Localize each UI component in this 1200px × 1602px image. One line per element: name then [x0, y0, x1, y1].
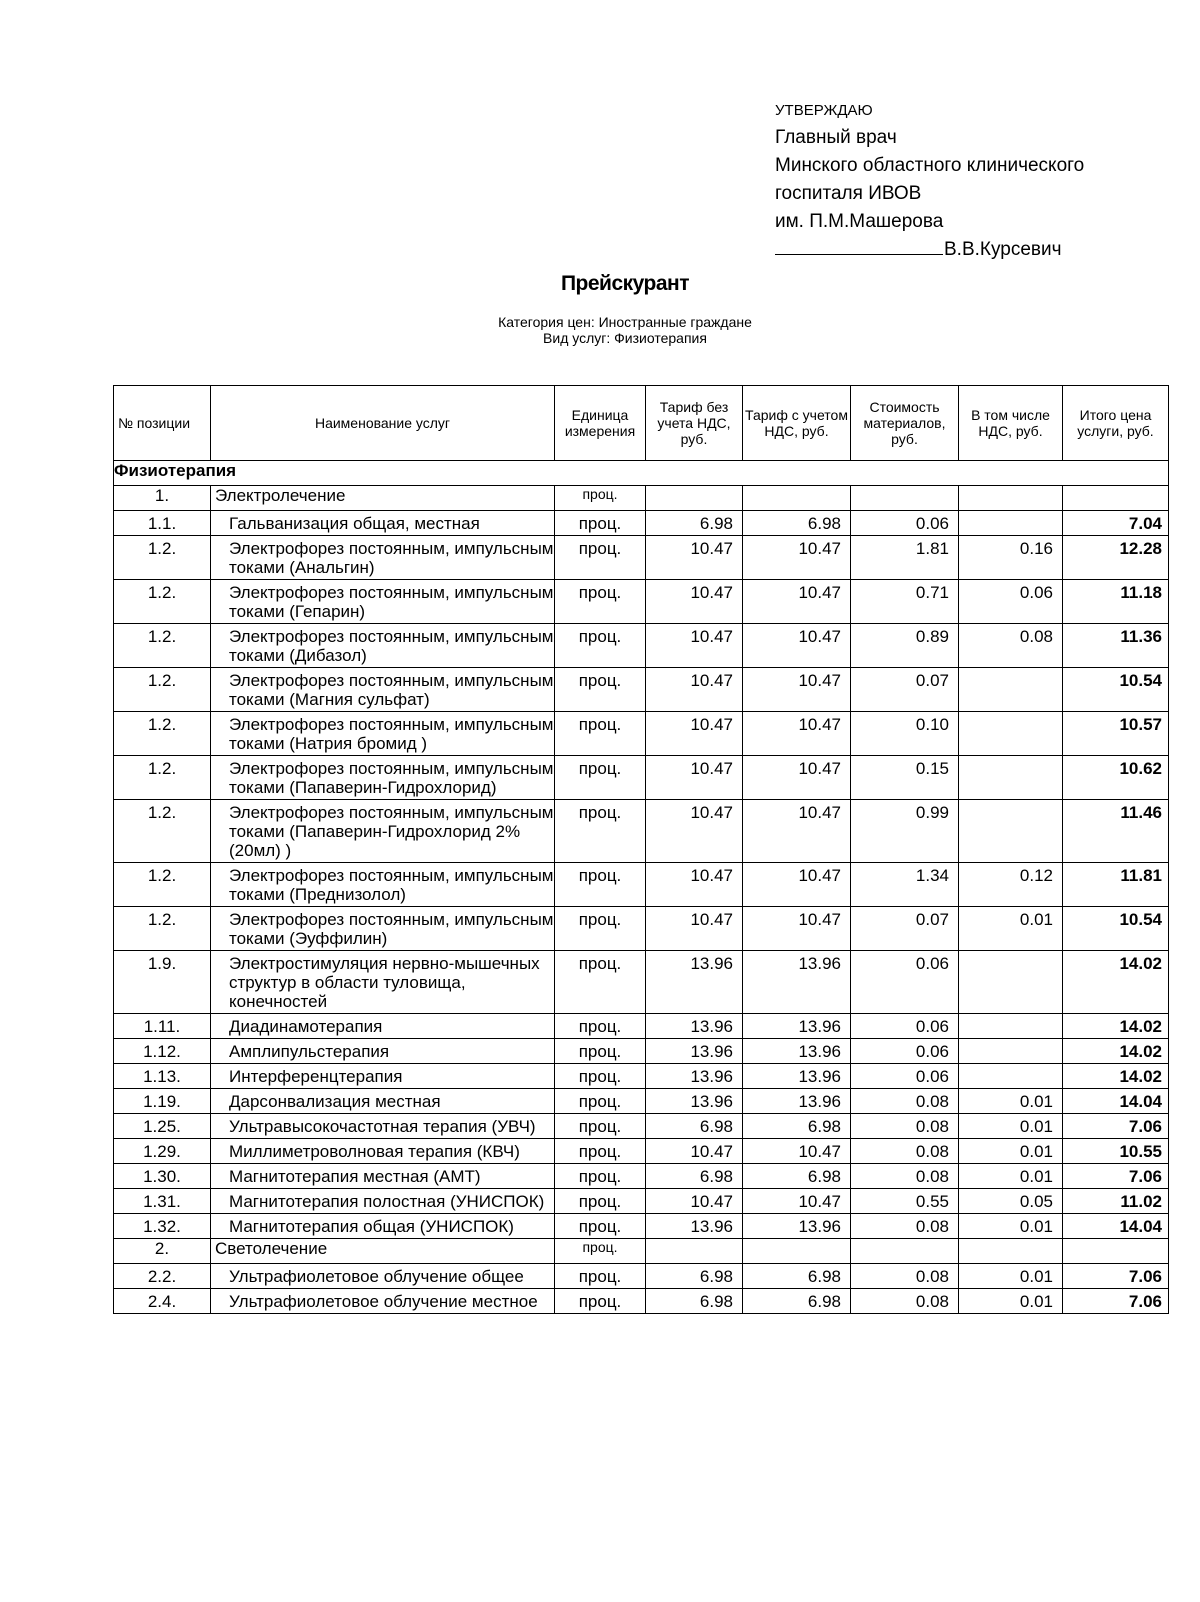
row-materials: 0.55 [851, 1189, 959, 1214]
table-row [114, 624, 1169, 668]
row-total: 7.04 [1063, 511, 1169, 536]
table-row [114, 1064, 1169, 1089]
row-materials: 0.10 [851, 712, 959, 756]
table-row [114, 712, 1169, 756]
row-unit: проц. [555, 712, 646, 756]
row-materials: 0.89 [851, 624, 959, 668]
row-vat: 0.01 [959, 1114, 1063, 1139]
row-unit: проц. [555, 756, 646, 800]
row-code: 1.2. [114, 580, 211, 624]
row-code: 1.2. [114, 712, 211, 756]
row-code: 1.1. [114, 511, 211, 536]
table-row [114, 1139, 1169, 1164]
row-tariff: 6.98 [646, 1164, 743, 1189]
table-row [114, 1014, 1169, 1039]
table-row [114, 536, 1169, 580]
group-row [114, 486, 1169, 511]
row-materials: 1.81 [851, 536, 959, 580]
row-total: 10.54 [1063, 668, 1169, 712]
table-row [114, 1039, 1169, 1064]
row-tariff: 10.47 [646, 668, 743, 712]
row-total: 11.02 [1063, 1189, 1169, 1214]
row-vat: 0.08 [959, 624, 1063, 668]
row-vat: 0.06 [959, 580, 1063, 624]
row-tariff: 10.47 [646, 756, 743, 800]
row-unit: проц. [555, 1164, 646, 1189]
section-title: Физиотерапия [114, 461, 1169, 486]
row-code: 1.2. [114, 536, 211, 580]
group-row [114, 1239, 1169, 1264]
row-tariff-vat: 10.47 [743, 800, 851, 863]
row-name: Диадинамотерапия [211, 1014, 555, 1039]
row-vat [959, 1039, 1063, 1064]
row-unit: проц. [555, 511, 646, 536]
signatory-name: В.В.Курсевич [944, 239, 1062, 260]
row-name: Электрофорез постоянным, импульсным токами (Натрия бромид ) [211, 712, 555, 756]
approval-signature-row [775, 236, 1084, 264]
table-row [114, 907, 1169, 951]
row-tariff: 13.96 [646, 1039, 743, 1064]
price-table [113, 385, 1169, 1314]
header-cell: № позиции [114, 386, 211, 461]
row-tariff: 10.47 [646, 863, 743, 907]
table-row [114, 1089, 1169, 1114]
row-code: 1.32. [114, 1214, 211, 1239]
row-tariff: 10.47 [646, 624, 743, 668]
table-row [114, 668, 1169, 712]
row-vat: 0.01 [959, 1264, 1063, 1289]
row-tariff-vat: 10.47 [743, 668, 851, 712]
row-tariff: 13.96 [646, 1014, 743, 1039]
row-name: Амплипульстерапия [211, 1039, 555, 1064]
row-tariff-vat: 13.96 [743, 1064, 851, 1089]
row-vat [959, 1014, 1063, 1039]
row-materials: 0.71 [851, 580, 959, 624]
row-code: 1.2. [114, 756, 211, 800]
row-name: Интерференцтерапия [211, 1064, 555, 1089]
row-name: Магнитотерапия общая (УНИСПОК) [211, 1214, 555, 1239]
row-vat: 0.16 [959, 536, 1063, 580]
header-cell: Тариф с учетом НДС, руб. [743, 386, 851, 461]
row-vat: 0.01 [959, 1214, 1063, 1239]
row-total: 11.36 [1063, 624, 1169, 668]
row-materials: 0.06 [851, 1039, 959, 1064]
row-tariff: 13.96 [646, 1214, 743, 1239]
row-code: 1.2. [114, 624, 211, 668]
row-unit: проц. [555, 1039, 646, 1064]
row-name: Электрофорез постоянным, импульсным токами (Гепарин) [211, 580, 555, 624]
row-tariff-vat: 10.47 [743, 756, 851, 800]
row-materials: 0.08 [851, 1114, 959, 1139]
row-tariff-vat: 10.47 [743, 580, 851, 624]
row-tariff: 10.47 [646, 536, 743, 580]
table-row [114, 800, 1169, 863]
row-total: 14.02 [1063, 951, 1169, 1014]
row-name: Электростимуляция нервно-мышечных структур в области туловища, конечностей [211, 951, 555, 1014]
row-name: Электрофорез постоянным, импульсным токами (Дибазол) [211, 624, 555, 668]
row-total: 11.18 [1063, 580, 1169, 624]
service-type: Вид услуг: Физиотерапия [543, 330, 707, 346]
table-row [114, 511, 1169, 536]
empty-cell [1063, 486, 1169, 511]
empty-cell [743, 1239, 851, 1264]
row-tariff-vat: 13.96 [743, 1039, 851, 1064]
row-unit: проц. [555, 1239, 646, 1264]
row-tariff: 13.96 [646, 1089, 743, 1114]
row-tariff-vat: 6.98 [743, 1289, 851, 1314]
approval-org-line3: им. П.М.Машерова [775, 211, 944, 232]
row-code: 1.19. [114, 1089, 211, 1114]
row-unit: проц. [555, 907, 646, 951]
row-code: 1.9. [114, 951, 211, 1014]
row-code: 2. [114, 1239, 211, 1264]
row-code: 1.2. [114, 668, 211, 712]
table-row [114, 580, 1169, 624]
row-unit: проц. [555, 1014, 646, 1039]
row-unit: проц. [555, 486, 646, 511]
row-unit: проц. [555, 800, 646, 863]
row-unit: проц. [555, 1189, 646, 1214]
table-row [114, 1264, 1169, 1289]
row-tariff-vat: 10.47 [743, 624, 851, 668]
row-materials: 0.08 [851, 1164, 959, 1189]
table-row [114, 863, 1169, 907]
header-cell: Тариф без учета НДС, руб. [646, 386, 743, 461]
row-tariff-vat: 13.96 [743, 951, 851, 1014]
row-materials: 0.07 [851, 668, 959, 712]
header-cell: В том числе НДС, руб. [959, 386, 1063, 461]
table-row [114, 1214, 1169, 1239]
row-tariff-vat: 6.98 [743, 1114, 851, 1139]
row-total: 11.81 [1063, 863, 1169, 907]
row-tariff-vat: 10.47 [743, 536, 851, 580]
row-unit: проц. [555, 536, 646, 580]
row-name: Миллиметроволновая терапия (КВЧ) [211, 1139, 555, 1164]
row-name: Электрофорез постоянным, импульсным токами (Эуффилин) [211, 907, 555, 951]
row-name: Магнитотерапия полостная (УНИСПОК) [211, 1189, 555, 1214]
row-tariff: 10.47 [646, 1139, 743, 1164]
table-row [114, 1114, 1169, 1139]
row-total: 7.06 [1063, 1264, 1169, 1289]
header-cell: Стоимость материалов, руб. [851, 386, 959, 461]
row-total: 7.06 [1063, 1289, 1169, 1314]
row-tariff: 6.98 [646, 511, 743, 536]
row-unit: проц. [555, 1289, 646, 1314]
row-total: 10.55 [1063, 1139, 1169, 1164]
approval-position: Главный врач [775, 127, 897, 148]
row-code: 2.4. [114, 1289, 211, 1314]
row-total: 7.06 [1063, 1114, 1169, 1139]
row-vat: 0.01 [959, 1164, 1063, 1189]
row-materials: 0.08 [851, 1289, 959, 1314]
row-unit: проц. [555, 1264, 646, 1289]
row-vat: 0.12 [959, 863, 1063, 907]
price-category: Категория цен: Иностранные граждане [498, 314, 752, 330]
row-materials: 0.06 [851, 511, 959, 536]
row-tariff-vat: 10.47 [743, 863, 851, 907]
header-cell: Единица измерения [555, 386, 646, 461]
row-unit: проц. [555, 1089, 646, 1114]
row-vat [959, 668, 1063, 712]
row-tariff-vat: 6.98 [743, 511, 851, 536]
row-total: 14.04 [1063, 1214, 1169, 1239]
price-table-body [114, 461, 1169, 1314]
row-tariff: 10.47 [646, 580, 743, 624]
approval-heading: УТВЕРЖДАЮ [775, 102, 873, 119]
row-materials: 0.08 [851, 1214, 959, 1239]
row-total: 14.02 [1063, 1039, 1169, 1064]
empty-cell [1063, 1239, 1169, 1264]
row-tariff: 6.98 [646, 1114, 743, 1139]
empty-cell [851, 486, 959, 511]
row-name: Дарсонвализация местная [211, 1089, 555, 1114]
row-name: Электрофорез постоянным, импульсным токами (Папаверин-Гидрохлорид 2% (20мл) ) [211, 800, 555, 863]
row-code: 1.13. [114, 1064, 211, 1089]
row-name: Ультрафиолетовое облучение общее [211, 1264, 555, 1289]
row-tariff: 6.98 [646, 1264, 743, 1289]
row-tariff-vat: 10.47 [743, 1189, 851, 1214]
row-tariff-vat: 10.47 [743, 907, 851, 951]
row-materials: 0.06 [851, 1064, 959, 1089]
row-vat [959, 951, 1063, 1014]
approval-org-line1: Минского областного клинического [775, 155, 1085, 176]
row-materials: 0.07 [851, 907, 959, 951]
table-row [114, 1189, 1169, 1214]
row-unit: проц. [555, 951, 646, 1014]
row-name: Электрофорез постоянным, импульсным токами (Магния сульфат) [211, 668, 555, 712]
row-name: Электролечение [211, 486, 555, 511]
row-vat: 0.05 [959, 1189, 1063, 1214]
row-tariff-vat: 13.96 [743, 1214, 851, 1239]
row-total: 10.54 [1063, 907, 1169, 951]
row-name: Ультрафиолетовое облучение местное [211, 1289, 555, 1314]
row-total: 12.28 [1063, 536, 1169, 580]
row-total: 11.46 [1063, 800, 1169, 863]
row-vat: 0.01 [959, 1089, 1063, 1114]
row-tariff-vat: 6.98 [743, 1264, 851, 1289]
table-row [114, 1164, 1169, 1189]
row-code: 1.2. [114, 863, 211, 907]
row-materials: 0.99 [851, 800, 959, 863]
row-unit: проц. [555, 668, 646, 712]
header-cell: Итого цена услуги, руб. [1063, 386, 1169, 461]
row-vat: 0.01 [959, 1139, 1063, 1164]
approval-block [775, 100, 1084, 264]
row-unit: проц. [555, 1064, 646, 1089]
row-materials: 0.15 [851, 756, 959, 800]
empty-cell [646, 1239, 743, 1264]
row-vat: 0.01 [959, 907, 1063, 951]
row-name: Электрофорез постоянным, импульсным токами (Папаверин-Гидрохлорид) [211, 756, 555, 800]
row-code: 1.11. [114, 1014, 211, 1039]
row-unit: проц. [555, 624, 646, 668]
empty-cell [959, 486, 1063, 511]
row-tariff: 6.98 [646, 1289, 743, 1314]
row-code: 1.25. [114, 1114, 211, 1139]
row-vat [959, 800, 1063, 863]
row-tariff-vat: 13.96 [743, 1014, 851, 1039]
row-tariff: 13.96 [646, 951, 743, 1014]
row-unit: проц. [555, 580, 646, 624]
row-code: 1.2. [114, 907, 211, 951]
row-materials: 0.08 [851, 1089, 959, 1114]
signature-line [775, 236, 943, 255]
row-code: 1. [114, 486, 211, 511]
document-title: Прейскурант [560, 272, 690, 295]
row-tariff: 10.47 [646, 712, 743, 756]
row-unit: проц. [555, 1139, 646, 1164]
row-unit: проц. [555, 863, 646, 907]
empty-cell [743, 486, 851, 511]
row-code: 1.29. [114, 1139, 211, 1164]
section-row [114, 461, 1169, 486]
row-materials: 0.08 [851, 1139, 959, 1164]
row-vat: 0.01 [959, 1289, 1063, 1314]
row-code: 1.2. [114, 800, 211, 863]
row-unit: проц. [555, 1114, 646, 1139]
row-code: 2.2. [114, 1264, 211, 1289]
row-vat [959, 1064, 1063, 1089]
header-cell: Наименование услуг [211, 386, 555, 461]
table-row [114, 951, 1169, 1014]
row-code: 1.12. [114, 1039, 211, 1064]
empty-cell [646, 486, 743, 511]
row-tariff: 10.47 [646, 800, 743, 863]
empty-cell [851, 1239, 959, 1264]
row-tariff: 10.47 [646, 1189, 743, 1214]
approval-org-line2: госпиталя ИВОВ [775, 183, 922, 204]
row-tariff-vat: 13.96 [743, 1089, 851, 1114]
row-name: Ультравысокочастотная терапия (УВЧ) [211, 1114, 555, 1139]
row-name: Магнитотерапия местная (АМТ) [211, 1164, 555, 1189]
row-name: Электрофорез постоянным, импульсным токами (Анальгин) [211, 536, 555, 580]
row-tariff-vat: 6.98 [743, 1164, 851, 1189]
row-name: Электрофорез постоянным, импульсным токами (Преднизолол) [211, 863, 555, 907]
row-total: 7.06 [1063, 1164, 1169, 1189]
row-vat [959, 511, 1063, 536]
header-row [114, 386, 1169, 461]
row-total: 14.04 [1063, 1089, 1169, 1114]
document-subtitles [0, 314, 1200, 346]
row-materials: 1.34 [851, 863, 959, 907]
row-name: Гальванизация общая, местная [211, 511, 555, 536]
row-tariff-vat: 10.47 [743, 1139, 851, 1164]
row-vat [959, 712, 1063, 756]
table-row [114, 756, 1169, 800]
row-name: Светолечение [211, 1239, 555, 1264]
table-row [114, 1289, 1169, 1314]
row-tariff: 10.47 [646, 907, 743, 951]
row-materials: 0.08 [851, 1264, 959, 1289]
row-total: 10.57 [1063, 712, 1169, 756]
row-tariff: 13.96 [646, 1064, 743, 1089]
row-tariff-vat: 10.47 [743, 712, 851, 756]
row-materials: 0.06 [851, 1014, 959, 1039]
row-code: 1.31. [114, 1189, 211, 1214]
row-unit: проц. [555, 1214, 646, 1239]
row-total: 14.02 [1063, 1014, 1169, 1039]
empty-cell [959, 1239, 1063, 1264]
row-materials: 0.06 [851, 951, 959, 1014]
row-code: 1.30. [114, 1164, 211, 1189]
row-total: 14.02 [1063, 1064, 1169, 1089]
row-vat [959, 756, 1063, 800]
row-total: 10.62 [1063, 756, 1169, 800]
